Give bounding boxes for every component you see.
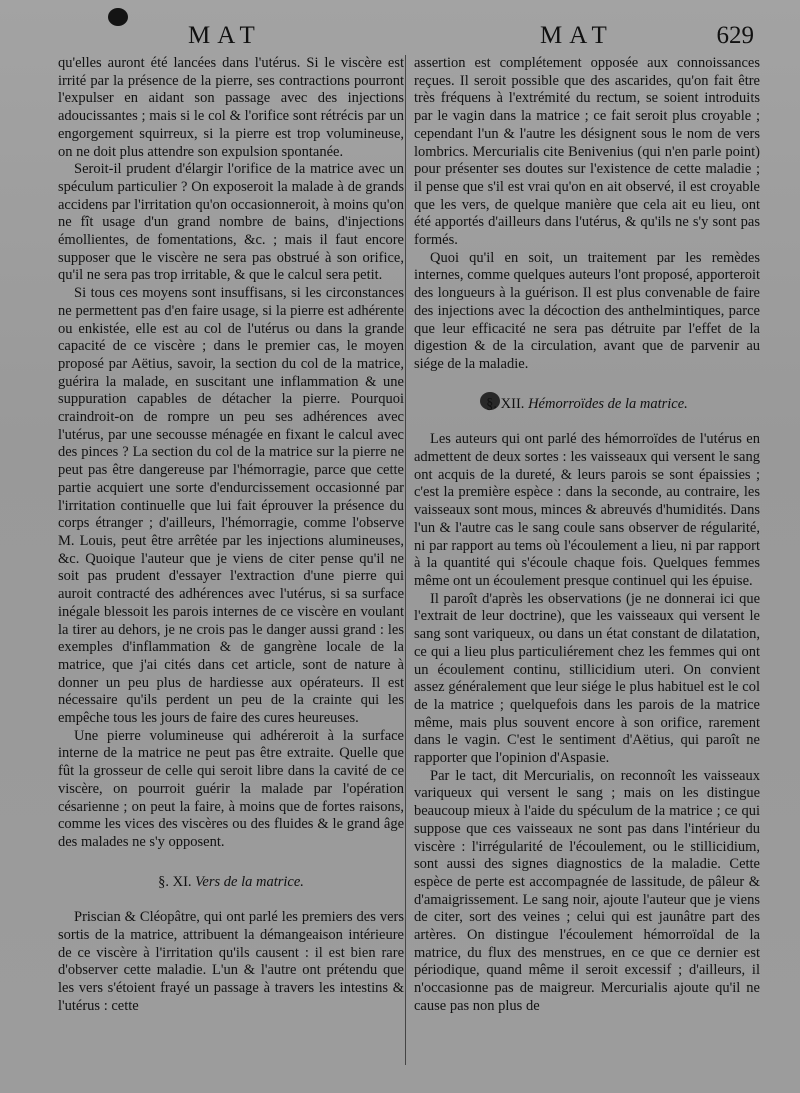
section-number: §. XII.: [486, 395, 525, 412]
paragraph: Une pierre volumineuse qui adhéreroit à la surface interne de la matrice ne peut pas être extraite. Quelle que fût la grosseur de celle qui seroit libre dans la cavité de ce viscère, on pourroit guérir la malade par l'opération césarienne ; on peut la faire, à moins que de fortes raisons, comme les vices des viscères ou des fluides & le grand âge des malades ne s'y opposent.: [58, 727, 404, 850]
paragraph: assertion est complétement opposée aux connoissances reçues. Il seroit possible que des ascarides, qu'on fait être très fréquens à l'extrémité du rectum, se soient introduits par le vagin dans la matrice ; ce fait seroit plus croyable ; cependant l'un & l'autre les désignent sous le nom de vers lombrics. Mercurialis cite Benivenius (qui n'en parle point) pour présenter ses doutes sur l'existence de cette maladie ; il pense que s'il est vrai qu'on en ait observé, il est croyable que les vers, de quelque manière que cela ait eu lieu, ont été apportés d'ailleurs dans l'utérus, & qu'ils ne s'y sont pas formés.: [414, 55, 760, 249]
paragraph: Priscian & Cléopâtre, qui ont parlé les premiers des vers sortis de la matrice, attribuent la démangeaison intérieure de ce viscère à l'irritation qu'ils causent : il est bien rare d'observer cette maladie. L'un & l'autre ont prétendu que les vers s'étoient frayé un passage à travers les intestins & l'utérus : cette: [58, 909, 404, 1014]
ink-blot-top: [108, 8, 128, 26]
paragraph: qu'elles auront été lancées dans l'utérus. Si le viscère est irrité par la présence de la pierre, ses contractions pourront l'expulser en aidant son passage avec des injections adoucissantes ; mais si le col & l'orifice sont rétrécis par un engorgement squirreux, si la pierre est trop volumineuse, on ne doit plus attendre son expulsion spontanée.: [58, 55, 404, 160]
paragraph: Il paroît d'après les observations (je ne donnerai ici que l'extrait de leur doctrine), que les vaisseaux qui versent le sang sont variqueux, ou dans un état constant de dilatation, ce qui a lieu plus particuliérement chez les femmes qui ont un écoulement continu, stillicidium uteri. On convient assez généralement que leur siége le plus habituel est le col de la matrice ; quelquefois dans les parois de la matrice même, mais plus souvent encore à son orifice, rarement dans le vagin. C'est le sentiment d'Aëtius, qui paroît ne rapporter que l'opinion d'Aspasie.: [414, 590, 760, 767]
section-title: Hémorroïdes de la matrice.: [528, 395, 688, 412]
paragraph: Si tous ces moyens sont insuffisans, si les circonstances ne permettent pas d'en faire usage, si la pierre est adhérente ou enkistée, elle est au col de l'utérus ou dans la grande capacité de ce viscère ; dans le premier cas, le moyen proposé par Aëtius, savoir, la section du col de la matrice, guérira la malade, en suscitant une inflammation & une suppuration capables de détacher la pierre. Pourquoi craindroit-on de rompre un peu ses adhérences avec l'utérus, par une secousse ménagée en fixant le calcul avec des pinces ? La section du col de la matrice sur la pierre ne peut pas être dangereuse par l'hémorragie, parce que cette partie acquiert une sorte d'endurcissement occasionné par l'irritation continuelle que lui fait éprouver la présence du corps étranger ; d'ailleurs, l'hémorragie, comme l'observe M. Louis, peut être arrêtée par les injections alumineuses, &c. Quoique l'auteur que je viens de citer pense qu'il ne soit pas prudent d'essayer l'extraction d'une pierre qui auroit contracté des adhérences avec l'utérus, si sa surface inégale blessoit les parois internes de ce viscère en voulant la tirer au dehors, je ne crois pas le danger aussi grand : les exemples d'inflammation & de gangrène locale de la matrice, que j'ai cités dans cet article, sont de nature à donner un peu plus de hardiesse aux opérateurs. Il est nécessaire qu'ils perdent un peu de la crainte qui les empêche tous les jours de faire des cures heureuses.: [58, 285, 404, 727]
paragraph: Seroit-il prudent d'élargir l'orifice de la matrice avec un spéculum particulier ? On exposeroit la malade à de grands accidens par l'irritation qu'on occasionneroit, à moins qu'on ne fît usage d'un grand nombre de bains, d'injections émollientes, de fomentations, &c. ; mais il faut encore supposer que le viscère ne sera pas obstrué à son orifice, qu'il ne sera pas trop irritable, & que le calcul sera petit.: [58, 161, 404, 284]
section-title: Vers de la matrice.: [195, 873, 304, 890]
paragraph: Les auteurs qui ont parlé des hémorroïdes de l'utérus en admettent de deux sortes : les vaisseaux qui versent le sang ont acquis de la dureté, & leurs parois se sont épaissies ; c'est la première espèce : dans la seconde, au contraire, les vaisseaux sont mous, minces & abreuvés d'humidités. Dans l'un & l'autre cas le sang coule sans observer de régularité, ni par rapport au tems où l'écoulement a lieu, ni par rapport à la quantité qui s'écoule chaque fois. Quelques femmes même ont un écoulement presque continuel qui les épuise.: [414, 431, 760, 589]
running-head-right: MAT: [540, 22, 614, 49]
paragraph: Par le tact, dit Mercurialis, on reconnoît les vaisseaux variqueux qui versent le sang ; mais on les distingue beaucoup mieux à l'aide du spéculum de la matrice ; ce qui suppose que ces vaisseaux ne sont pas dans l'intérieur du viscère : l'irrégularité de l'écoulement, ou le stillicidium, sont aussi des signes diagnostics de la maladie. Cette espèce de perte est accompagnée de lassitude, de pâleur & d'amaigrissement. Le sang noir, ajoute l'auteur que je viens de citer, sort des veines ; celui qui est jaunâtre part des artères. On distingue l'écoulement hémorroïdal de la matrice, du flux des menstrues, en ce que ce dernier est périodique, quand même il seroit excessif ; d'ailleurs, il n'occasionne pas de maigreur. Mercurialis ajoute qu'il ne cause pas non plus de: [414, 767, 760, 1014]
running-head-left: MAT: [188, 22, 262, 49]
left-column: [58, 55, 404, 1016]
page-number: 629: [716, 22, 754, 49]
section-number: §. XI.: [158, 873, 192, 890]
section-heading-xi: [58, 874, 404, 892]
section-heading-xii: [414, 396, 760, 414]
column-divider: [405, 55, 406, 1065]
right-column: [414, 55, 760, 1016]
paragraph: Quoi qu'il en soit, un traitement par les remèdes internes, comme quelques auteurs l'ont proposé, apporteroit des longueurs à la guérison. Il est plus convenable de faire des injections avec la décoction des anthelmintiques, parce que leur efficacité ne sera pas détruite par l'effet de la digestion & de la circulation, avant que de parvenir au siége de la maladie.: [414, 249, 760, 372]
